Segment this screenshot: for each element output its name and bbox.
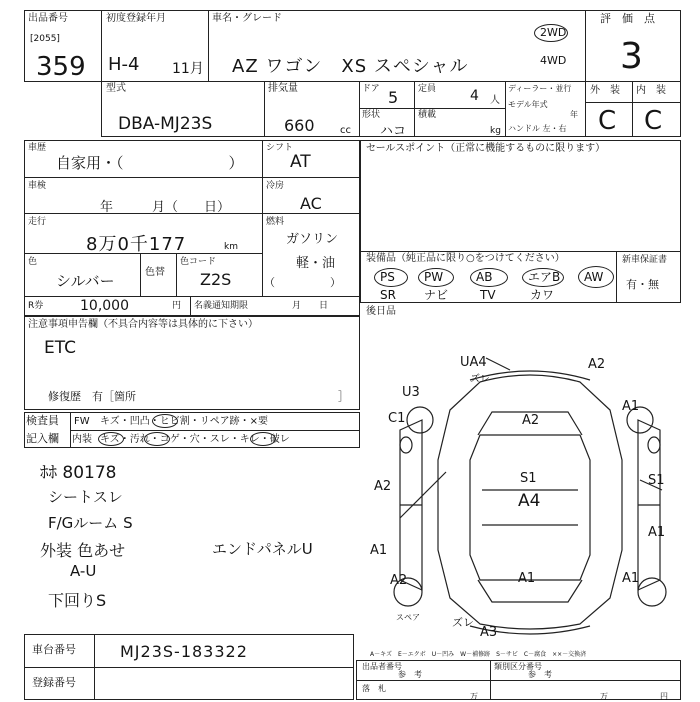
reg-era: H-4 [108, 54, 140, 75]
reg-month: 11月 [172, 61, 204, 77]
chassis-value: MJ23S-183322 [120, 642, 248, 661]
ac-value: AC [300, 194, 322, 213]
cat-label: 出品者番号 [362, 662, 402, 671]
load-unit: kg [490, 126, 501, 136]
color-code-label: 色コード [180, 257, 217, 267]
shape-value: ハコ [380, 124, 407, 139]
equip-leather: カワ [530, 288, 555, 302]
equip-pw-circle [418, 268, 454, 287]
lot-sub: [2055] [30, 34, 60, 44]
hand-note-1: ﾎﾎ 80178 [40, 463, 117, 483]
shift-value: AT [290, 152, 311, 172]
diag-left-1: U3 [402, 385, 420, 400]
inspector-label-1: 検査員 [26, 414, 59, 427]
chassis-divider [94, 634, 95, 668]
inspector-circle-1 [152, 414, 178, 428]
equip-ps-circle [374, 268, 408, 287]
sales-point-label: セールスポイント（正常に機能するものに限ります） [366, 143, 606, 154]
wheel-rear-right [638, 578, 666, 606]
sales-point-box [360, 140, 681, 252]
usage-value: 自家用・（ ） [56, 154, 244, 172]
doors-value: 5 [388, 88, 399, 107]
hand-note-2: シートスレ [48, 488, 123, 506]
seats-value: 4 [470, 88, 479, 104]
repair-close: ］ [338, 390, 349, 403]
grade-value: 3 [620, 36, 643, 77]
diag-center-1: A2 [522, 413, 540, 428]
equip-sr: SR [380, 288, 396, 302]
footer-grid-mid [356, 680, 681, 681]
tax-value: 月 日 [292, 301, 329, 311]
fuel-value: ガソリン [286, 232, 339, 247]
damage-legend: A－キズ E－エクボ U－凹み W－補修跡 S－サビ C－腐食 ××－交換済 [370, 651, 587, 658]
damage-mark-left [400, 472, 446, 518]
diag-center-3: A4 [518, 491, 541, 511]
color-value: シルバー [56, 272, 115, 290]
fuel-options: 軽・油 [296, 256, 336, 271]
inspector-label-2: 記入欄 [26, 432, 59, 445]
car-diagram [360, 340, 700, 640]
lot-number: 359 [36, 52, 86, 82]
reg-number-label: 登録番号 [32, 676, 76, 689]
diag-center-4: A1 [518, 571, 536, 586]
mileage-unit: km [224, 242, 238, 252]
price-unit: 万 [470, 692, 478, 701]
fuel-paren: （ ） [264, 276, 341, 289]
interior-label: 内 装 [636, 85, 666, 96]
cc-label: 排気量 [268, 83, 298, 94]
warranty-label: 新車保証書 [622, 255, 668, 265]
equip-aw: AW [584, 270, 604, 284]
inspection-label: 車検 [28, 181, 47, 191]
recycle-unit: 円 [172, 301, 182, 311]
diag-center-2: S1 [520, 471, 537, 486]
tax-label: 名義通知期限 [194, 301, 249, 311]
interior-value: C [644, 106, 663, 136]
cc-value: 660 [284, 116, 315, 135]
price-label: 落 札 [362, 684, 386, 693]
recycle-label: R券 [28, 301, 44, 311]
equip-pw: PW [424, 270, 444, 284]
shift-label: シフト [266, 143, 294, 153]
hand-note-3: F/Gルーム S [48, 514, 133, 532]
inspector-mid [70, 430, 360, 431]
diag-left-3: A2 [374, 479, 392, 494]
diag-right-3: A1 [648, 525, 666, 540]
hand-note-6: 下回りS [48, 591, 107, 610]
mirror-right [648, 437, 660, 453]
color-label: 色 [28, 257, 38, 267]
usage-label: 車歴 [28, 143, 47, 153]
after-label: 後日品 [366, 306, 396, 317]
exterior-value: C [598, 106, 617, 136]
model-label: 型式 [106, 83, 126, 94]
shape-label: 形状 [362, 110, 381, 120]
diag-bottom-2: A3 [480, 625, 498, 640]
fuel-label: 燃料 [266, 217, 285, 227]
wheel-front-left [407, 407, 433, 433]
diag-left-2: C1 [388, 411, 406, 426]
warranty-value: 有・無 [626, 278, 659, 291]
mileage-value: 8万0千177 [86, 234, 187, 255]
diag-right-1: A1 [622, 399, 640, 414]
hand-note-5: A-U [70, 562, 97, 580]
mileage-label: 走行 [28, 217, 47, 227]
diag-right-4: A1 [622, 571, 640, 586]
recycle-value: 10,000 [80, 298, 129, 314]
hand-note-4: 外装 色あせ [40, 541, 126, 560]
ref2: 参 考 [528, 670, 552, 679]
drive-circle [534, 24, 568, 42]
grade-divider [585, 102, 681, 103]
notes-label: 注意事項申告欄（不具合内容等は具体的に下さい） [28, 319, 258, 330]
warranty-divider [616, 251, 617, 303]
load-label: 積載 [418, 110, 437, 120]
lot-label: 出品番号 [28, 13, 68, 24]
diag-right-2: S1 [648, 473, 665, 488]
equip-aw-circle [578, 266, 614, 288]
yen-label: 円 [660, 692, 668, 701]
equip-airb: エアB [528, 270, 561, 284]
equip-airb-circle [522, 268, 564, 287]
diag-bottom-3: スペア [396, 613, 420, 622]
tone-divider [140, 253, 141, 296]
row-line-4 [24, 296, 360, 297]
inspector-row2-head: 内装 [72, 434, 92, 445]
reg-label: 初度登録年月 [106, 13, 166, 24]
equip-navi: ナビ [424, 288, 449, 302]
handle-label: ハンドル 左・右 [508, 124, 567, 133]
diag-top-3: ズレ [470, 374, 490, 385]
mirror-left [400, 437, 412, 453]
cat2-label: 類別区分番号 [494, 662, 542, 671]
chassis-label: 車台番号 [32, 643, 76, 656]
row-line-1 [24, 177, 360, 178]
tone-label: 色替 [145, 267, 165, 278]
ac-label: 冷房 [266, 181, 285, 191]
equipment-label: 装備品（純正品に限り○をつけてください） [366, 253, 565, 264]
inspector-row2: キズ・汚れ・コゲ・穴・スレ・キレ・破レ [100, 434, 290, 445]
center-note: エンドパネルU [212, 540, 313, 558]
price-unit-2: 万 [600, 692, 608, 701]
reg-number-divider [94, 667, 95, 700]
damage-mark-top [486, 358, 510, 370]
dealer-label: ディーラー・並行 [508, 84, 572, 93]
model-value: DBA-MJ23S [118, 114, 213, 134]
inspector-row1-head: FW [74, 416, 90, 427]
cc-unit: cc [340, 125, 351, 136]
inspector-row1: キズ・凹凸・ヒビ割・リペア跡・×要 [100, 416, 268, 427]
grade-label: 評 価 点 [600, 12, 655, 25]
details-divider [262, 140, 263, 297]
diag-top-1: UA4 [460, 355, 487, 370]
drive-4wd: 4WD [540, 54, 567, 67]
car-name: AZ ワゴン XS スペシャル [232, 56, 469, 77]
diag-left-5: A2 [390, 573, 408, 588]
equip-ab: AB [476, 270, 493, 284]
drive-2wd: 2WD [540, 26, 567, 39]
inspector-circle-2 [98, 432, 124, 446]
name-label: 車名・グレード [212, 13, 282, 24]
doors-label: ドア [362, 84, 380, 94]
inspector-circle-4 [250, 432, 276, 446]
seats-unit: 人 [490, 95, 500, 106]
year-unit: 年 [570, 110, 578, 119]
ref1: 参 考 [398, 670, 422, 679]
color-code-divider [176, 253, 177, 296]
seats-label: 定員 [418, 84, 437, 94]
color-code-value: Z2S [200, 270, 232, 289]
diag-left-4: A1 [370, 543, 388, 558]
equip-ps: PS [380, 270, 395, 284]
equip-tv: TV [480, 288, 496, 302]
diag-top-2: A2 [588, 357, 606, 372]
diag-bottom-1: ズレ [452, 616, 474, 629]
notes-value: ETC [44, 338, 76, 358]
equip-ab-circle [470, 268, 508, 287]
repair-label: 修復歴 有［箇所 [48, 390, 136, 403]
inspector-circle-3 [144, 432, 170, 446]
exterior-label: 外 装 [590, 85, 620, 96]
inspection-value: 年 月（ 日） [100, 200, 231, 215]
tax-divider [190, 296, 191, 316]
model-year-label: モデル年式 [508, 100, 548, 109]
